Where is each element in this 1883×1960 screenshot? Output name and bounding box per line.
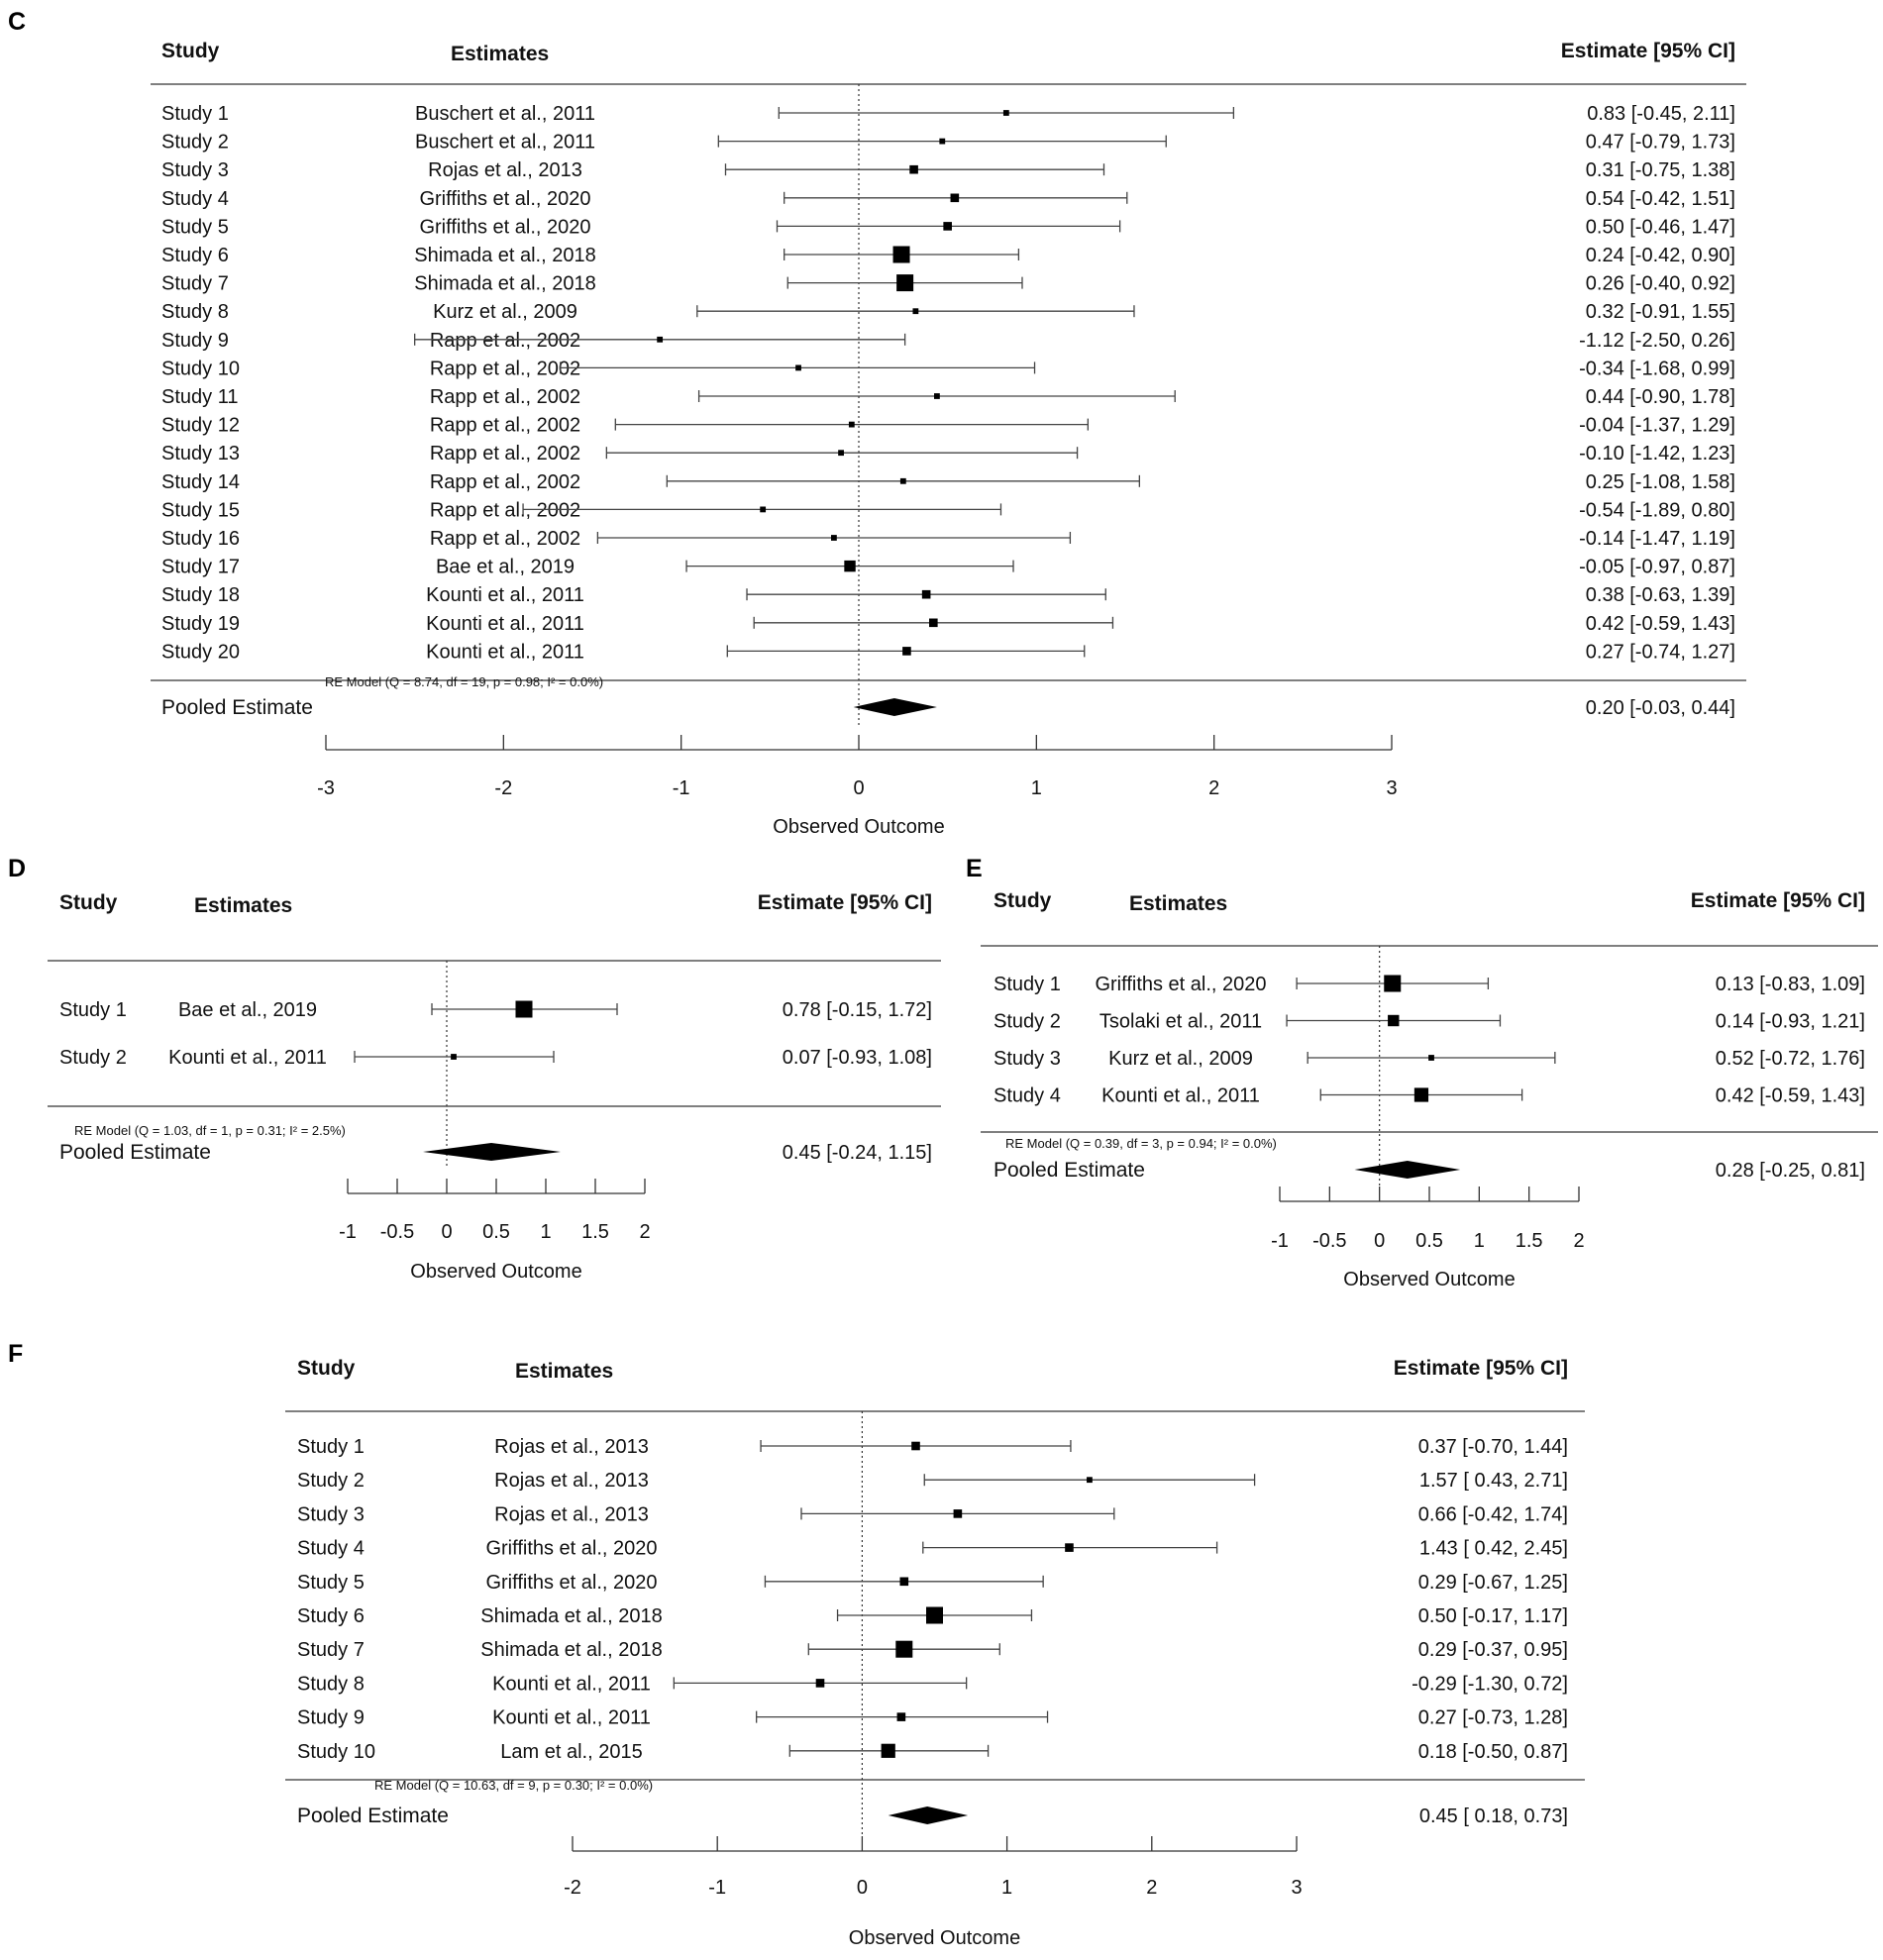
study-row [161,386,1735,408]
study-citation: Rapp et al., 2002 [429,470,581,493]
x-tick-label: 2 [1573,1230,1585,1252]
point-estimate [902,647,911,656]
header-estimates: Estimates [515,1360,614,1383]
study-row [161,330,1735,352]
study-row [161,159,1735,181]
study-row [297,1538,1568,1560]
study-name: Study 4 [994,1084,1061,1107]
study-estimate-text: 0.66 [-0.42, 1.74] [1417,1503,1568,1526]
study-citation: Rapp et al., 2002 [429,358,581,380]
study-row [161,584,1735,606]
point-estimate [897,1712,906,1721]
x-axis-title: Observed Outcome [773,816,945,838]
point-estimate [1087,1477,1093,1483]
point-estimate [909,165,918,174]
study-citation: Rojas et al., 2013 [494,1503,649,1526]
study-estimate-text: 0.13 [-0.83, 1.09] [1715,974,1865,995]
study-row [994,1048,1865,1070]
point-estimate [895,1641,912,1658]
study-estimate-text: -0.05 [-0.97, 0.87] [1579,556,1735,578]
study-estimate-text: 1.57 [ 0.43, 2.71] [1418,1470,1568,1493]
study-citation: Buschert et al., 2011 [415,103,595,125]
study-name: Study 5 [297,1571,365,1594]
study-name: Study 5 [161,216,229,239]
study-estimate-text: -1.12 [-2.50, 0.26] [1579,329,1735,352]
study-row [297,1673,1568,1695]
point-estimate [1384,976,1401,992]
model-summary: RE Model (Q = 1.03, df = 1, p = 0.31; I² = 2.5%) [74,1123,346,1138]
study-row [994,1011,1865,1033]
header-estimates: Estimates [451,43,550,65]
study-estimate-text: 0.32 [-0.91, 1.55] [1585,301,1735,324]
study-row [297,1605,1568,1627]
study-estimate-text: -0.34 [-1.68, 0.99] [1579,358,1735,380]
study-name: Study 1 [994,974,1061,995]
header-estimates: Estimates [1129,892,1228,915]
study-estimate-text: 0.31 [-0.75, 1.38] [1585,159,1735,182]
study-row [161,358,1735,379]
study-estimate-text: 0.42 [-0.59, 1.43] [1585,612,1735,635]
x-tick-label: -0.5 [379,1221,415,1243]
x-tick-label: 2 [1208,777,1220,799]
pooled-estimate-text: 0.20 [-0.03, 0.44] [1585,697,1735,719]
study-estimate-text: 1.43 [ 0.42, 2.45] [1418,1537,1568,1560]
study-name: Study 2 [297,1470,365,1493]
study-name: Study 2 [994,1010,1061,1033]
study-name: Study 17 [161,556,240,578]
forest-panel-e [966,855,1878,1290]
study-citation: Buschert et al., 2011 [415,131,595,154]
x-tick-label: 0 [853,777,865,799]
study-estimate-text: 0.18 [-0.50, 0.87] [1417,1740,1568,1763]
study-citation: Shimada et al., 2018 [414,245,596,266]
x-tick-label: 1.5 [581,1221,609,1243]
point-estimate [899,1578,908,1587]
study-citation: Rojas et al., 2013 [494,1436,649,1458]
x-tick-label: -3 [317,777,335,799]
x-tick-label: -1 [672,777,690,799]
forest-panel-f [8,1340,1585,1949]
point-estimate [896,274,913,291]
study-estimate-text: 0.07 [-0.93, 1.08] [782,1047,932,1069]
point-estimate [816,1679,825,1688]
x-tick-label: 0 [856,1877,868,1899]
study-citation: Griffiths et al., 2020 [485,1571,658,1594]
study-row [161,132,1735,154]
x-tick-label: -1 [708,1877,727,1899]
study-citation: Shimada et al., 2018 [414,272,596,295]
panel-letter: C [8,8,27,36]
point-estimate [1065,1543,1074,1552]
pooled-estimate-text: 0.28 [-0.25, 0.81] [1715,1160,1865,1182]
point-estimate [934,393,940,399]
point-estimate [929,619,938,628]
pooled-estimate-text: 0.45 [-0.24, 1.15] [782,1142,932,1164]
study-estimate-text: 0.14 [-0.93, 1.21] [1715,1010,1865,1033]
x-tick-label: 0.5 [1415,1230,1443,1252]
study-row [161,528,1735,550]
study-row [297,1436,1568,1458]
study-name: Study 11 [161,386,239,408]
study-citation: Rapp et al., 2002 [429,414,581,437]
pooled-label: Pooled Estimate [297,1805,449,1827]
panel-letter: E [966,855,983,882]
point-estimate [849,422,855,428]
x-tick-label: 3 [1291,1877,1303,1899]
study-estimate-text: 0.29 [-0.67, 1.25] [1417,1571,1568,1594]
study-row [59,999,932,1021]
x-tick-label: 1 [1001,1877,1013,1899]
pooled-label: Pooled Estimate [161,696,313,719]
study-estimate-text: 0.52 [-0.72, 1.76] [1715,1048,1865,1070]
study-row [297,1572,1568,1594]
study-estimate-text: 0.42 [-0.59, 1.43] [1715,1084,1865,1107]
study-row [161,415,1735,437]
header-estimate-ci: Estimate [95% CI] [1560,40,1735,62]
study-citation: Rapp et al., 2002 [429,443,581,465]
study-name: Study 20 [161,641,240,664]
study-name: Study 6 [161,245,229,266]
study-citation: Kounti et al., 2011 [426,612,584,635]
study-name: Study 8 [161,301,229,324]
study-name: Study 7 [297,1639,365,1662]
point-estimate [912,308,918,314]
point-estimate [1428,1055,1434,1061]
study-name: Study 8 [297,1673,365,1696]
study-estimate-text: 0.29 [-0.37, 0.95] [1417,1639,1568,1662]
study-estimate-text: -0.04 [-1.37, 1.29] [1579,414,1735,437]
x-tick-label: 2 [639,1221,651,1243]
study-name: Study 1 [161,103,229,125]
study-row [161,443,1735,464]
x-tick-label: -1 [339,1221,357,1243]
study-estimate-text: 0.78 [-0.15, 1.72] [782,999,932,1021]
study-name: Study 3 [297,1503,365,1526]
study-estimate-text: -0.10 [-1.42, 1.23] [1579,443,1735,465]
x-axis-title: Observed Outcome [1343,1269,1516,1290]
study-row [161,245,1735,266]
study-name: Study 18 [161,584,240,607]
study-citation: Bae et al., 2019 [177,999,318,1021]
study-name: Study 7 [161,272,229,295]
study-citation: Kounti et al., 2011 [168,1047,327,1069]
study-estimate-text: 0.27 [-0.73, 1.28] [1417,1706,1568,1729]
study-row [297,1639,1568,1661]
x-tick-label: 3 [1386,777,1398,799]
header-study: Study [59,891,118,914]
study-citation: Rapp et al., 2002 [429,528,581,550]
point-estimate [926,1607,943,1624]
study-estimate-text: 0.37 [-0.70, 1.44] [1417,1436,1568,1458]
forest-panel-d [8,855,941,1283]
pooled-diamond [854,698,937,716]
study-estimate-text: 0.38 [-0.63, 1.39] [1585,584,1735,607]
study-estimate-text: 0.44 [-0.90, 1.78] [1585,386,1735,408]
pooled-label: Pooled Estimate [59,1141,211,1164]
study-citation: Griffiths et al., 2020 [419,216,591,239]
study-name: Study 2 [161,131,229,154]
study-citation: Kurz et al., 2009 [1108,1048,1253,1070]
model-summary: RE Model (Q = 8.74, df = 19, p = 0.98; I² = 0.0%) [325,674,604,689]
study-row [297,1503,1568,1525]
x-tick-label: -2 [564,1877,581,1899]
study-estimate-text: -0.29 [-1.30, 0.72] [1412,1673,1568,1696]
study-name: Study 15 [161,499,240,522]
study-row [297,1470,1568,1492]
point-estimate [1414,1087,1428,1101]
study-row [161,499,1735,521]
study-name: Study 9 [161,329,229,352]
study-row [161,557,1735,578]
point-estimate [893,247,910,263]
x-tick-label: 0 [441,1221,453,1243]
header-study: Study [161,40,220,62]
study-estimate-text: 0.25 [-1.08, 1.58] [1585,470,1735,493]
model-summary: RE Model (Q = 0.39, df = 3, p = 0.94; I² = 0.0%) [1005,1136,1277,1151]
point-estimate [1003,110,1009,116]
study-estimate-text: -0.14 [-1.47, 1.19] [1579,528,1735,550]
x-tick-label: 1 [1030,777,1042,799]
point-estimate [451,1054,457,1060]
x-tick-label: -2 [494,777,513,799]
study-estimate-text: 0.54 [-0.42, 1.51] [1585,187,1735,210]
study-estimate-text: 0.50 [-0.17, 1.17] [1417,1605,1568,1627]
study-name: Study 16 [161,528,240,550]
study-row [161,216,1735,238]
study-name: Study 1 [59,999,127,1021]
pooled-diamond [1355,1161,1461,1179]
study-row [59,1047,932,1069]
header-study: Study [297,1357,356,1380]
x-tick-label: 2 [1146,1877,1158,1899]
study-row [297,1707,1568,1729]
point-estimate [1388,1015,1399,1026]
header-estimate-ci: Estimate [95% CI] [757,891,932,914]
header-estimate-ci: Estimate [95% CI] [1690,889,1865,912]
study-row [297,1741,1568,1763]
study-citation: Rojas et al., 2013 [494,1470,649,1493]
study-citation: Kounti et al., 2011 [492,1673,651,1696]
study-estimate-text: -0.54 [-1.89, 0.80] [1579,499,1735,522]
study-row [994,1085,1865,1107]
study-citation: Griffiths et al., 2020 [1095,974,1267,995]
x-tick-label: 1 [1473,1230,1485,1252]
study-name: Study 6 [297,1605,365,1627]
point-estimate [954,1509,963,1518]
x-axis-title: Observed Outcome [848,1927,1021,1949]
point-estimate [760,507,766,513]
x-axis-title: Observed Outcome [410,1261,582,1283]
study-citation: Tsolaki et al., 2011 [1098,1010,1263,1033]
header-study: Study [994,889,1052,912]
study-name: Study 13 [161,443,240,465]
study-citation: Kurz et al., 2009 [433,301,577,324]
study-citation: Kounti et al., 2011 [1101,1084,1260,1107]
study-name: Study 2 [59,1047,127,1069]
study-estimate-text: 0.27 [-0.74, 1.27] [1585,641,1735,664]
point-estimate [911,1442,920,1451]
study-name: Study 19 [161,612,240,635]
study-citation: Rapp et al., 2002 [429,386,581,408]
study-citation: Griffiths et al., 2020 [419,187,591,210]
x-tick-label: 0 [1374,1230,1386,1252]
x-tick-label: -0.5 [1312,1230,1347,1252]
study-citation: Kounti et al., 2011 [492,1706,651,1729]
study-citation: Rapp et al., 2002 [429,499,581,522]
point-estimate [516,1001,533,1018]
study-row [161,613,1735,635]
header-estimates: Estimates [194,894,293,917]
study-name: Study 4 [161,187,229,210]
study-citation: Griffiths et al., 2020 [485,1537,658,1560]
header-estimate-ci: Estimate [95% CI] [1393,1357,1568,1380]
point-estimate [831,535,837,541]
study-estimate-text: 0.47 [-0.79, 1.73] [1585,131,1735,154]
study-name: Study 4 [297,1537,365,1560]
panel-letter: D [8,855,27,882]
study-citation: Rojas et al., 2013 [428,159,582,182]
study-name: Study 10 [161,358,240,380]
point-estimate [939,139,945,145]
pooled-label: Pooled Estimate [994,1159,1145,1182]
x-tick-label: 1 [540,1221,552,1243]
point-estimate [882,1744,895,1758]
study-row [161,641,1735,663]
study-estimate-text: 0.24 [-0.42, 0.90] [1585,245,1735,266]
model-summary: RE Model (Q = 10.63, df = 9, p = 0.30; I² = 0.0%) [374,1778,654,1793]
study-name: Study 14 [161,470,240,493]
point-estimate [900,478,906,484]
study-name: Study 3 [994,1048,1061,1070]
pooled-diamond [423,1143,561,1161]
point-estimate [951,194,960,203]
study-citation: Kounti et al., 2011 [426,584,584,607]
study-row [161,188,1735,210]
study-name: Study 3 [161,159,229,182]
point-estimate [922,590,931,599]
x-tick-label: 1.5 [1515,1230,1543,1252]
study-citation: Shimada et al., 2018 [480,1605,663,1627]
study-name: Study 12 [161,414,240,437]
x-tick-label: 0.5 [482,1221,510,1243]
study-name: Study 10 [297,1740,375,1763]
study-row [161,103,1735,125]
study-estimate-text: 0.26 [-0.40, 0.92] [1585,272,1735,295]
study-citation: Shimada et al., 2018 [480,1639,663,1662]
study-citation: Bae et al., 2019 [435,556,575,578]
forest-panel-c [8,8,1746,838]
point-estimate [943,222,952,231]
study-citation: Lam et al., 2015 [500,1740,643,1763]
panel-letter: F [8,1340,24,1368]
point-estimate [838,450,844,456]
study-row [161,273,1735,295]
study-name: Study 9 [297,1706,365,1729]
pooled-estimate-text: 0.45 [ 0.18, 0.73] [1418,1805,1568,1827]
x-tick-label: -1 [1271,1230,1289,1252]
study-citation: Kounti et al., 2011 [426,641,584,664]
study-citation: Rapp et al., 2002 [429,329,581,352]
study-estimate-text: 0.83 [-0.45, 2.11] [1587,103,1735,125]
pooled-diamond [889,1806,968,1824]
point-estimate [657,337,663,343]
point-estimate [795,365,801,371]
point-estimate [844,561,855,571]
study-row [161,471,1735,493]
study-row [161,301,1735,323]
study-name: Study 1 [297,1436,365,1458]
study-row [994,974,1865,995]
study-estimate-text: 0.50 [-0.46, 1.47] [1585,216,1735,239]
